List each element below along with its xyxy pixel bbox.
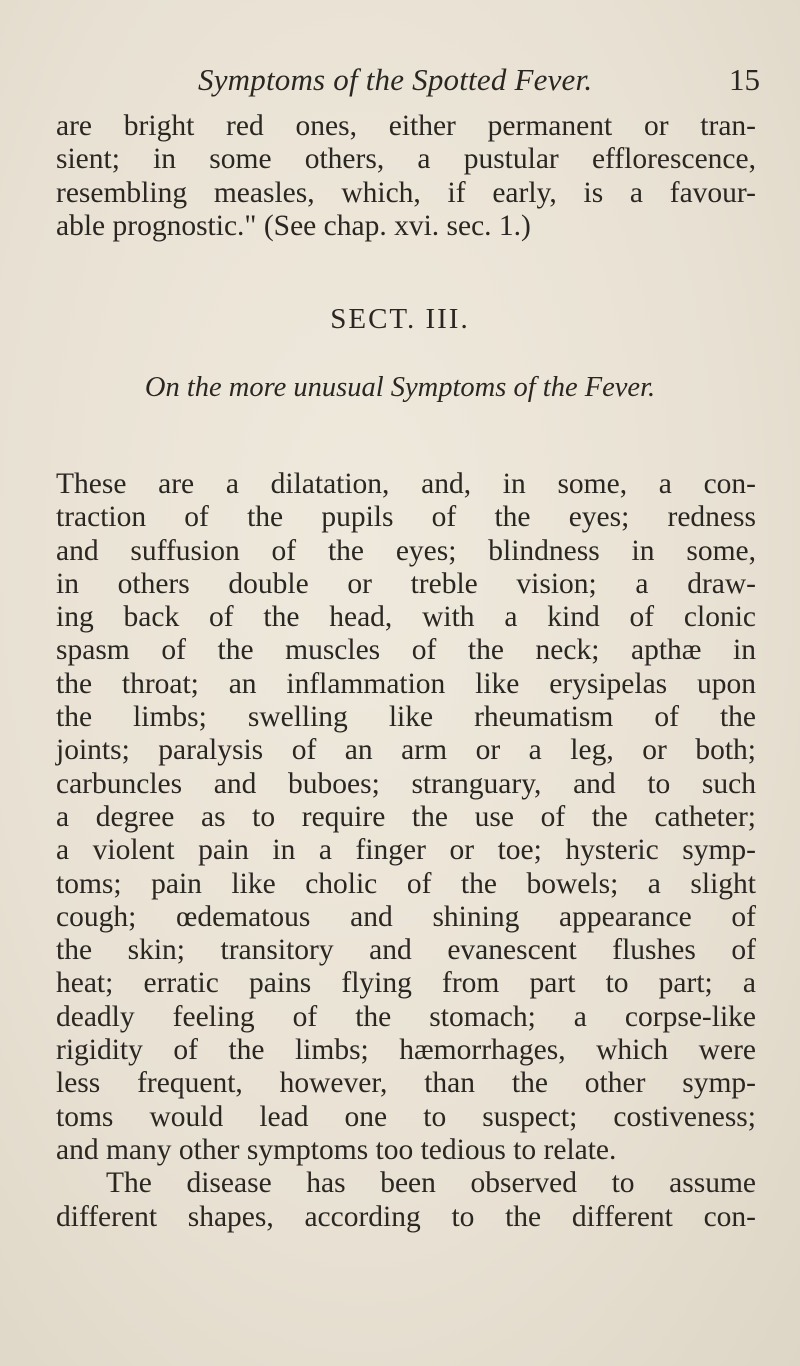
running-title: Symptoms of the Spotted Fever. — [198, 62, 593, 97]
text-line: are bright red ones, either permanent or tran- — [56, 110, 756, 142]
text-line: resembling measles, which, if early, is a favour- — [56, 176, 756, 209]
text-line: different shapes, according to the different con- — [56, 1200, 756, 1233]
text-line: toms; pain like cholic of the bowels; a slight — [56, 867, 756, 900]
text-line: ing back of the head, with a kind of clonic — [56, 601, 756, 634]
text-line: carbuncles and buboes; stranguary, and to such — [56, 767, 756, 800]
text-line: the limbs; swelling like rheumatism of the — [56, 701, 756, 734]
text-line: a degree as to require the use of the catheter; — [56, 800, 756, 833]
section-subtitle: On the more unusual Symptoms of the Fever. — [144, 372, 656, 403]
text-line: deadly feeling of the stomach; a corpse-like — [56, 1000, 756, 1033]
intro-paragraph — [56, 110, 756, 243]
text-line: the skin; transitory and evanescent flushes of — [56, 934, 756, 967]
text-line: heat; erratic pains flying from part to part; a — [56, 967, 756, 1000]
text-line: cough; œdematous and shining appearance of — [56, 900, 756, 933]
text-line: These are a dilatation, and, in some, a con- — [56, 468, 756, 500]
text-line: a violent pain in a finger or toe; hysteric symp- — [56, 834, 756, 867]
text-line: toms would lead one to suspect; costiveness; — [56, 1100, 756, 1133]
text-line: and many other symptoms too tedious to relate. — [56, 1133, 617, 1166]
body-paragraph — [56, 468, 756, 1234]
section-heading: SECT. III. — [330, 303, 470, 335]
running-head — [150, 62, 760, 102]
text-line: joints; paralysis of an arm or a leg, or both; — [56, 734, 756, 767]
text-line: and suffusion of the eyes; blindness in some, — [56, 534, 756, 567]
text-line: traction of the pupils of the eyes; redness — [56, 501, 756, 534]
text-line: spasm of the muscles of the neck; apthæ in — [56, 634, 756, 667]
text-line: The disease has been observed to assume — [106, 1167, 756, 1200]
text-line: less frequent, however, than the other symp- — [56, 1067, 756, 1100]
text-line: able prognostic." (See chap. xvi. sec. 1.) — [56, 209, 531, 242]
text-line: in others double or treble vision; a draw- — [56, 567, 756, 600]
text-line: the throat; an inflammation like erysipelas upon — [56, 667, 756, 700]
text-line: sient; in some others, a pustular efflorescence, — [56, 143, 756, 176]
page-number: 15 — [729, 62, 760, 97]
text-line: rigidity of the limbs; hæmorrhages, which were — [56, 1034, 756, 1067]
